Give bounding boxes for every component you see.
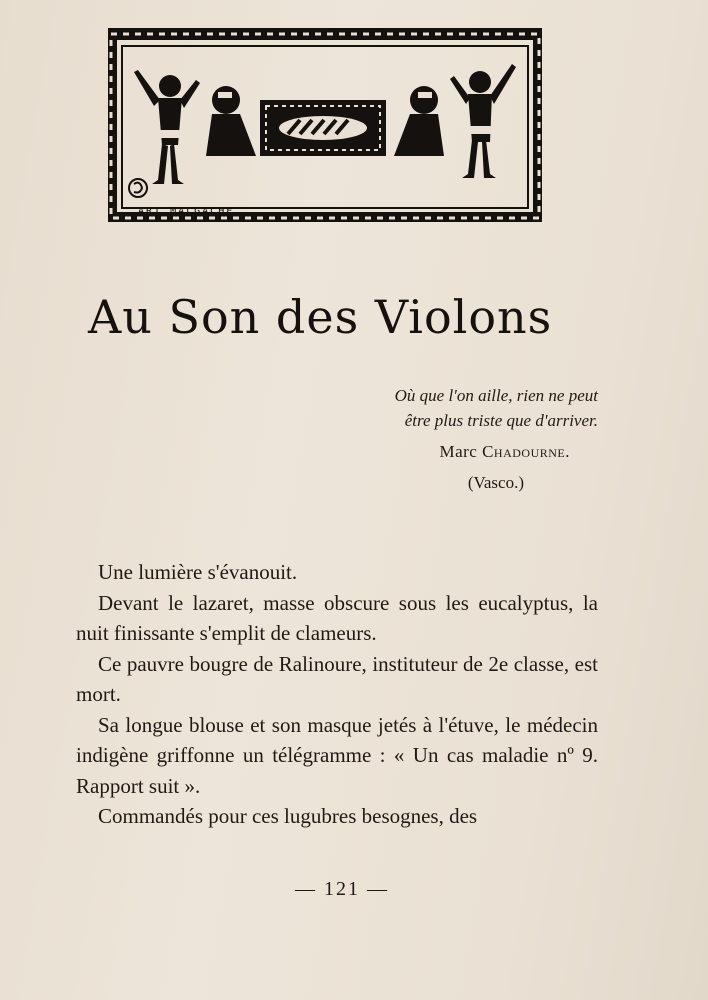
right-seated-figure xyxy=(394,86,444,156)
epigraph xyxy=(250,383,598,433)
paragraph-2: Devant le lazaret, masse obscure sous les eucalyptus, la nuit finissante s'emplit de clameurs. xyxy=(76,590,598,645)
vignette-signature: ART MALGACHE xyxy=(138,206,235,217)
author-first-name: Marc xyxy=(439,442,483,461)
paragraph-1: Une lumière s'évanouit. xyxy=(98,560,298,584)
right-dancer-figure xyxy=(450,64,516,178)
epigraph-work: (Vasco.) xyxy=(467,473,524,492)
body-text xyxy=(76,557,598,832)
epigraph-line-2: être plus triste que d'arriver. xyxy=(404,411,598,430)
paragraph-3: Ce pauvre bougre de Ralinoure, instituteur de 2e classe, est mort. xyxy=(76,651,598,706)
monogram-mark xyxy=(129,179,147,197)
author-last-name: Chadourne. xyxy=(482,442,570,461)
epigraph-author xyxy=(300,442,570,462)
paragraph-4: Sa longue blouse et son masque jetés à l'étuve, le médecin indigène griffonne un télégramme : « Un cas maladie nº 9. Rapport suit ». xyxy=(76,712,598,798)
page-number: — 121 — xyxy=(295,878,389,900)
paragraph-5: Commandés pour ces lugubres besognes, des xyxy=(98,804,478,828)
epigraph-line-1: Où que l'on aille, rien ne peut xyxy=(394,386,598,405)
woodcut-vignette xyxy=(108,20,542,222)
left-dancer-figure xyxy=(134,70,200,184)
central-instrument-panel xyxy=(260,100,386,156)
left-seated-figure xyxy=(206,86,256,156)
chapter-title: Au Son des Violons xyxy=(88,290,553,344)
